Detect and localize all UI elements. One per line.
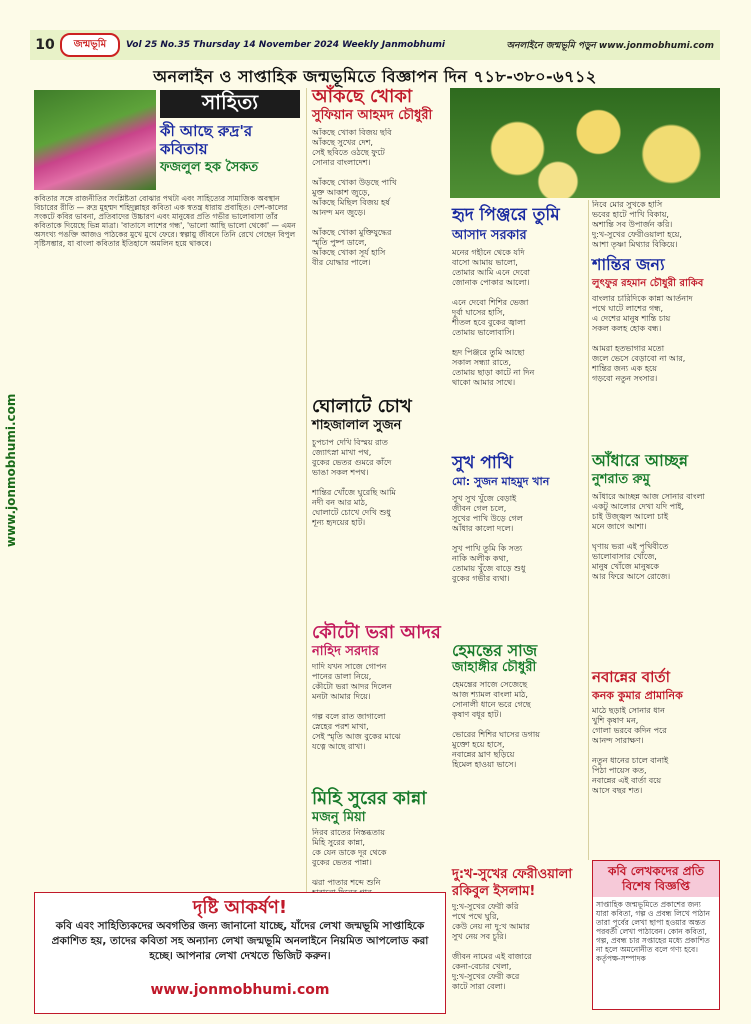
poem-author-hrid: আসাদ সরকার	[452, 228, 527, 243]
attention-title: দৃষ্টি আকর্ষণ!	[192, 897, 288, 918]
poem-title-hrid: হৃদ পিঞ্জরে তুমি	[452, 205, 560, 225]
poem-text-shantir: বাংলার চারিদিকে কান্না আর্তনাদ পথে ঘাটে লাশের গন্ধ, এ দেশের মানুষ শান্তি চায় সকল কলহ হোক বন্ধ। আমরা হতভাগার মতো জলে ভেসে বেড়াবো না আর, শান্তির জন্য এক হয়ে গড়বো নতুন সংসার।	[592, 294, 693, 383]
ad-banner: অনলাইন ও সাপ্তাহিক জন্মভূমিতে বিজ্ঞাপন দিন ৭১৮-৩৮০-৬৭১২	[153, 67, 597, 86]
poem-author-nobanner: কনক কুমার প্রামানিক	[592, 689, 683, 702]
poem-text-kouta: দাদি যখন সাজে গোপন পানের ডালা নিয়ে, কৌটো ভরা আদর দিলেন মনটা আমার দিয়ে। গল্প বলে রাত জাগালো স্নেহের পরশ মাখা, সেই স্মৃতি আজ বুকের মাঝে যত্নে আছে রাখা।	[312, 662, 401, 751]
poem-title-adhare: আঁধারে আচ্ছন্ন	[592, 451, 689, 470]
poem-title-sukh-pakhi: সুখ পাখি	[452, 453, 513, 473]
poem-author-kouta: নাহিদ সরদার	[312, 644, 379, 659]
poem-text-hrid: মনের গহীনে থেকে যদি বাসো আমায় ভালো, তোমার আমি এনে দেবো জোনাক পোকার আলো। এনে দেবো শিশির ভেজা দূর্বা ঘাসের হাসি, শীতল হবে বুকের জ্বালা তোমায় ভালোবাসি। হৃদ পিঞ্জরে তুমি আছো সকাল সন্ধ্যা রাতে, তোমায় ছাড়া কাটে না দিন থাকো আমার সাথে।	[452, 248, 535, 387]
side-url[interactable]: www.jonmobhumi.com	[4, 393, 18, 547]
poem-author-ankche-khoka: সুফিয়ান আহমদ চৌধুরী	[312, 108, 433, 123]
flower-image	[450, 88, 720, 198]
poem-snippet: নিবে মোর সুখকে হাসি ভবের হাটে পাখি বিকায়, অশান্তি সব উপার্জন করি। দু:খ-সুখের ফেরীওয়ালা হয়ে, আশা তৃষ্ণা মিথ্যার বিকিয়ে।	[592, 200, 682, 249]
column-divider	[588, 200, 589, 860]
poem-title-ankche-khoka: আঁকছে খোকা	[312, 86, 413, 107]
attention-text: কবি এবং সাহিত্যিকদের অবগতির জন্য জানানো যাচ্ছে, যাঁদের লেখা জন্মভূমি সাপ্তাহিকে প্রকাশিত হয়, তাদের কবিতা সহ অন্যান্য লেখা জন্মভূমি অনলাইনে নিয়মিত আপলোড করা হচ্ছে। আপনার লেখা দেখতে ভিজিট করুন।	[51, 920, 429, 962]
poem-text-nobanner: মাঠে ছড়াই সোনার ধান খুশি কৃষাণ মন, গোলা ভরবে কদিন পরে আনন্দ সারাক্ষণ। নতুন ধানের চালে বানাই পিঠা পায়েস কত, নবান্নের এই বার্তা বয়ে আসে বছর শত।	[592, 706, 669, 795]
special-notice-title: কবি লেখকদের প্রতি বিশেষ বিজ্ঞপ্তি	[593, 861, 719, 897]
attention-box	[34, 892, 446, 1014]
poem-author-adhare: নুশরাত রুমু	[592, 472, 650, 487]
poem-text-dukh-sukh: দু:খ-সুখের ফেরী করি পথে পথে ঘুরি, কেউ নেয় না দু:খ আমার সুখ নেয় সব চুরি। জীবন নামের এই বাজারে কেনা-বেচার খেলা, দু:খ-সুখের ফেরী করে কাটে সারা বেলা।	[452, 902, 532, 991]
poem-title-mihi: মিহি সুরের কান্না	[312, 788, 427, 809]
special-notice-text: সাপ্তাহিক জন্মভূমিতে প্রকাশের জন্য যারা কবিতা, গল্প ও প্রবন্ধ লিখে পাঠান তারা পূর্বের লেখা ছাপা হওয়ার অন্তত পরবর্তী লেখা পাঠাবেন। কোন কবিতা, গল্প, প্রবন্ধ চার সপ্তাহের মধ্যে প্রকাশিত না হলে অমনোনীত বলে গণ্য হবে। কর্তৃপক্ষ-সম্পাদক	[596, 900, 710, 963]
poem-text-ankche-khoka: আঁকছে খোকা বিজয় ছবি আঁকছে সুখের দেশ, সেই ছবিতে ওঠছে ফুটে সোনার বাংলাদেশ। আঁকছে খোকা উড়ছে পাখি মুক্ত আকাশ জুড়ে, আঁকছে মিছিল বিজয় হর্ষ আনন্দ মন জুড়ে। আঁকছে খোকা মুক্তিযুদ্ধের স্মৃতি পুষ্প ডালে, আঁকছে খোকা সূর্য হাসি বীর যোদ্ধার পালে।	[312, 128, 397, 267]
poem-author-hemanter: জাহাঙ্গীর চৌধুরী	[452, 660, 537, 675]
poem-author-shantir: লুৎফুর রহমান চৌধুরী রাকিব	[592, 278, 704, 289]
column-divider	[306, 88, 307, 958]
header-website[interactable]: অনলাইনে জন্মভূমি পড়ুন www.jonmobhumi.com	[506, 40, 714, 51]
poem-text-hemanter: হেমন্তের সাজে সেজেছে আজ শ্যামল বাংলা মাঠ, সোনালী ধানে ভরে গেছে কৃষাণ বধূর হাট। ভোরের শিশির ঘাসের ডগায় মুক্তো হয়ে হাসে, নবান্নের ঘ্রাণ ছড়িয়ে হিমেল হাওয়া ভাসে।	[452, 680, 540, 769]
lotus-image	[34, 90, 156, 190]
poem-title-nobanner: নবান্নের বার্তা	[592, 668, 671, 686]
poem-author-mihi: মজনু মিয়া	[312, 810, 366, 825]
article-title: কী আছে রুদ্র'র কবিতায়	[160, 122, 253, 158]
newspaper-logo: জন্মভূমি	[60, 33, 120, 57]
volume-line: Vol 25 No.35 Thursday 14 November 2024 Weekly Janmobhumi	[126, 40, 445, 50]
sahitya-label: সাহিত্য	[160, 90, 300, 118]
attention-url[interactable]: www.jonmobhumi.com	[150, 982, 330, 998]
poem-title-kouta: কৌটো ভরা আদর	[312, 622, 441, 643]
poem-author-sukh-pakhi: মো: সুজন মাহমুদ খান	[452, 475, 550, 488]
special-notice-box	[592, 860, 720, 1010]
poem-text-sukh-pakhi: সুখ সুখ খুঁজে বেড়াই জীবন গেল চলে, সুখের পাখি উড়ে গেল আঁধার কালো দলে। সুখ পাখি তুমি কি সত্য নাকি অলীক কথা, তোমায় খুঁজে বাড়ে শুধু বুকের গভীর ব্যথা।	[452, 494, 526, 583]
article-body: কবিতার সঙ্গে রাজনীতির সংশ্লিষ্টতা বোঝার পথটা এবং সাহিত্যের সামাজিক অবস্থান বিচারের রীতি — রুদ্র মুহম্মদ শহিদুল্লাহর কবিতা এক স্বতন্ত্র ধারায় প্রবাহিত। দেশ-কালের সংকটে কবির ভাবনা, প্রতিবাদের উচ্চারণ এবং মানুষের প্রতি গভীর ভালোবাসা তাঁর কবিতাকে দিয়েছে ভিন্ন মাত্রা। 'বাতাসে লাশের গন্ধ', 'ভালো আছি ভালো থেকো' — এমন অসংখ্য পঙক্তি আজও পাঠকের মুখে মুখে ফেরে। স্বল্পায়ু জীবনে তিনি রেখে গেছেন বিপুল সৃষ্টিসম্ভার, যা বাংলা কবিতার ইতিহাসে অমলিন হয়ে থাকবে।	[34, 194, 296, 248]
poem-title-dukh-sukh: দু:খ-সুখের ফেরীওয়ালা	[452, 867, 573, 882]
poem-title-gholate-chokh: ঘোলাটে চোখ	[312, 396, 412, 417]
page-number: 10	[35, 37, 55, 53]
poem-text-mihi: নিরব রাতের নিস্তব্ধতায় মিহি সুরের কান্না, কে যেন ডাকে দূর থেকে বুকের ভেতর পান্না। ঝরা পাতার শব্দে শুনি	[312, 828, 387, 887]
poem-text-gholate-chokh: চুপচাপ দেখি বিস্ময় রাত জ্যোৎস্না মাখা পথ, বুকের ভেতর গুমরে কাঁদে ভাঙা সকল শপথ। শান্তির খোঁজে ঘুরেছি আমি নদী বন আর মাঠ, ঘোলাটে চোখে দেখি শুধু শূন্য হৃদয়ের হাট।	[312, 438, 396, 527]
poem-text-adhare: আঁধারে আচ্ছন্ন আজ সোনার বাংলা একটু আলোর দেখা যদি পাই, চাই উজ্জ্বল আলো চাই মনে জাগে আশা। ঘৃণায় ভরা এই পৃথিবীতে ভালোবাসার খোঁজে, মানুষ খোঁজে মানুষকে আর ফিরে আসে রোজে।	[592, 492, 705, 581]
poem-title-hemanter: হেমন্তের সাজ	[452, 641, 538, 660]
article-author: ফজলুল হক সৈকত	[160, 160, 259, 175]
page-header	[30, 30, 720, 60]
poem-author-dukh-sukh: রকিবুল ইসলাম!	[452, 884, 536, 899]
poem-author-gholate-chokh: শাহজালাল সুজন	[312, 418, 402, 433]
poem-title-shantir: শান্তির জন্য	[592, 255, 665, 274]
